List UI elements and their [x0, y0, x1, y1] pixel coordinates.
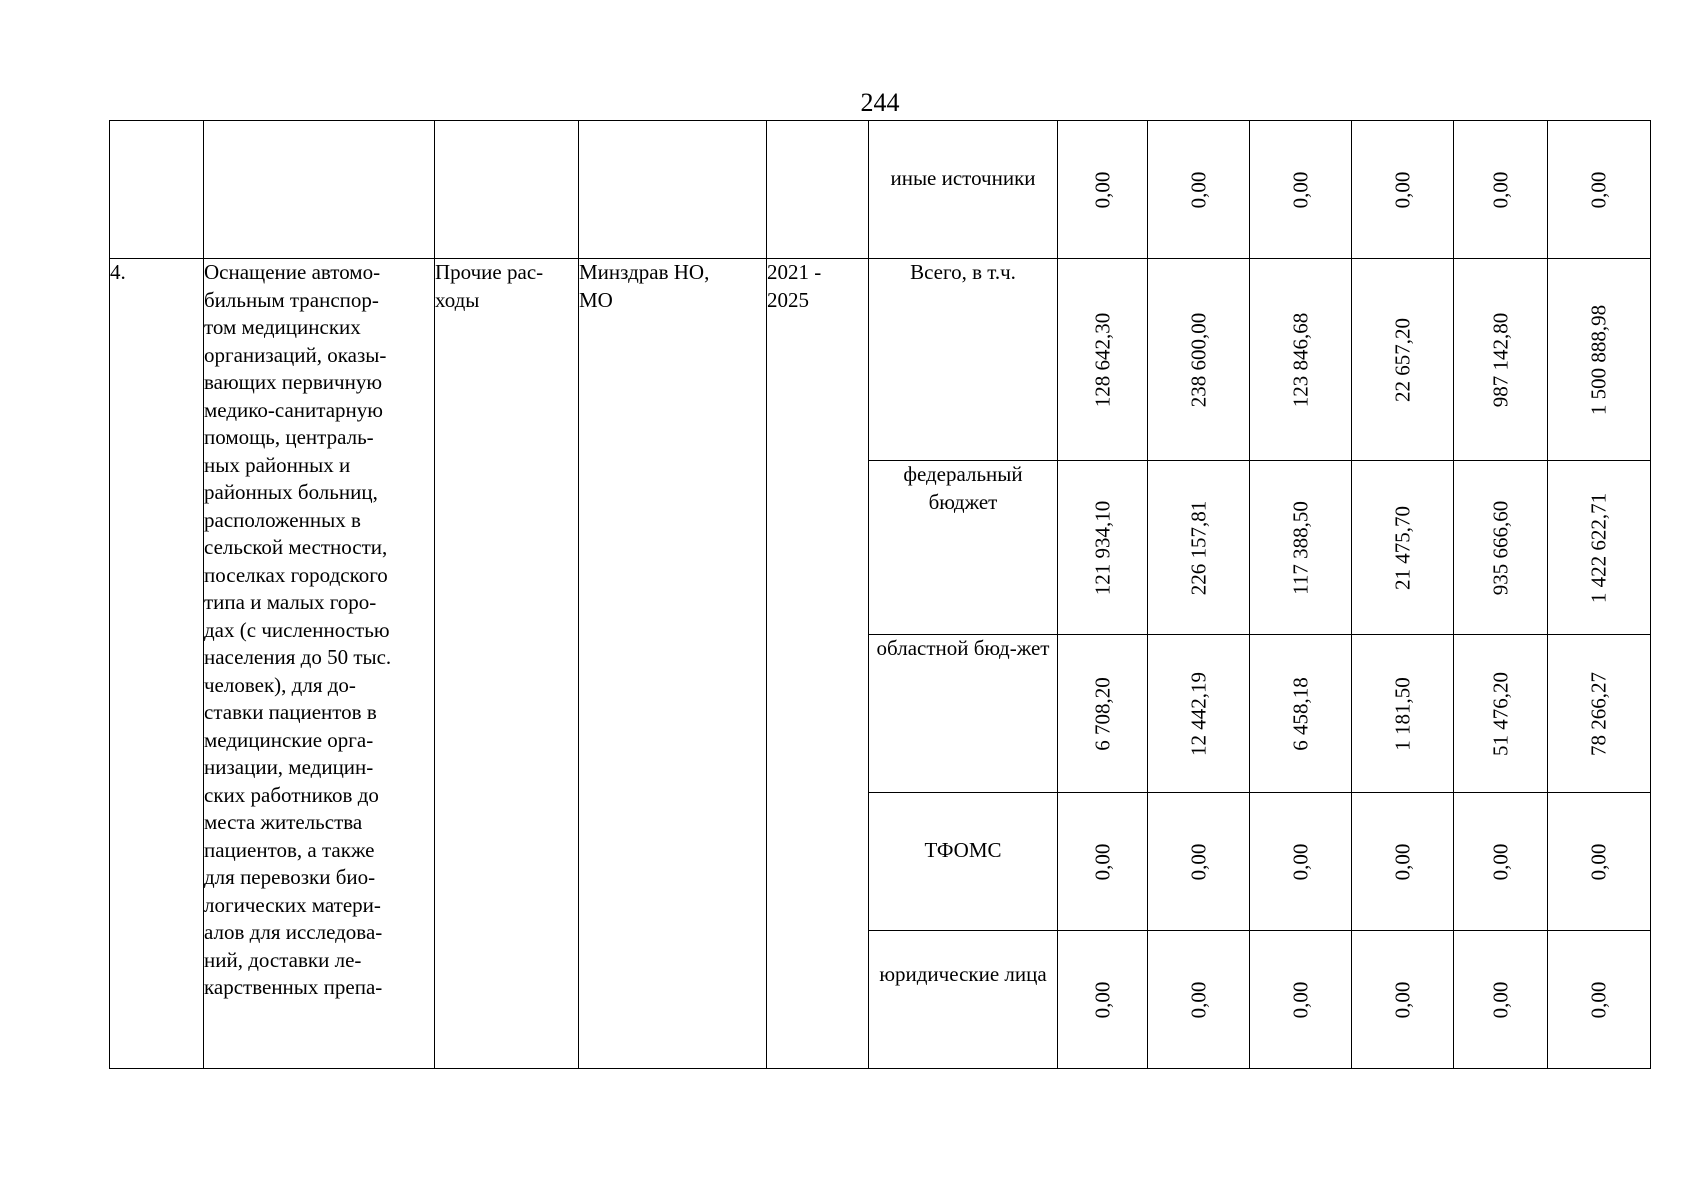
value-cell: 0,00 — [1454, 931, 1548, 1069]
page-number: 244 — [860, 88, 900, 117]
value-cell: 0,00 — [1352, 121, 1454, 259]
value-cell: 0,00 — [1058, 931, 1148, 1069]
empty-cell — [204, 121, 435, 259]
value-cell: 0,00 — [1548, 931, 1651, 1069]
item-description: Оснащение автомо- бильным транспор- том медицинских организаций, оказы- вающих первичную медико-санитарную помощь, централь- ных районных и районных больниц, расположенных в сельской местности, поселках городского типа и малых горо- дах (с численностью населения до 50 тыс. человек), для до- ставки пациентов в медицинские орга- низации, медицин- ских работников до места жительства пациентов, а также для перевозки био- логических матери- алов для исследова- ний, доставки ле- карственных препа- — [204, 259, 435, 1069]
empty-cell — [110, 121, 204, 259]
value-cell: 0,00 — [1250, 931, 1352, 1069]
value-cell: 0,00 — [1250, 121, 1352, 259]
value-cell: 0,00 — [1148, 793, 1250, 931]
value-cell: 226 157,81 — [1148, 461, 1250, 635]
value-cell: 0,00 — [1454, 121, 1548, 259]
value-cell: 6 708,20 — [1058, 635, 1148, 793]
value-cell: 51 476,20 — [1454, 635, 1548, 793]
item-number: 4. — [110, 259, 204, 1069]
value-cell: 238 600,00 — [1148, 259, 1250, 461]
source-cell: областной бюд-жет — [869, 635, 1058, 793]
value-cell: 0,00 — [1250, 793, 1352, 931]
source-cell: Всего, в т.ч. — [869, 259, 1058, 461]
empty-cell — [435, 121, 579, 259]
value-cell: 6 458,18 — [1250, 635, 1352, 793]
period: 2021 - 2025 — [767, 259, 869, 1069]
value-cell: 128 642,30 — [1058, 259, 1148, 461]
value-cell: 1 181,50 — [1352, 635, 1454, 793]
value-cell: 21 475,70 — [1352, 461, 1454, 635]
executor: Минздрав НО, МО — [579, 259, 767, 1069]
value-cell: 0,00 — [1352, 793, 1454, 931]
empty-cell — [767, 121, 869, 259]
value-cell: 0,00 — [1148, 121, 1250, 259]
source-cell: юридические лица — [869, 931, 1058, 1069]
source-cell: ТФОМС — [869, 793, 1058, 931]
value-cell: 121 934,10 — [1058, 461, 1148, 635]
expense-type: Прочие рас- ходы — [435, 259, 579, 1069]
budget-table — [109, 120, 1651, 1069]
value-cell: 0,00 — [1548, 793, 1651, 931]
empty-cell — [579, 121, 767, 259]
value-cell: 123 846,68 — [1250, 259, 1352, 461]
value-cell: 0,00 — [1548, 121, 1651, 259]
value-cell: 0,00 — [1352, 931, 1454, 1069]
value-cell: 0,00 — [1148, 931, 1250, 1069]
source-cell: федеральный бюджет — [869, 461, 1058, 635]
value-cell: 0,00 — [1058, 793, 1148, 931]
value-cell: 0,00 — [1058, 121, 1148, 259]
value-cell: 22 657,20 — [1352, 259, 1454, 461]
source-cell: иные источники — [869, 121, 1058, 259]
value-cell: 117 388,50 — [1250, 461, 1352, 635]
value-cell: 1 422 622,71 — [1548, 461, 1651, 635]
value-cell: 1 500 888,98 — [1548, 259, 1651, 461]
value-cell: 987 142,80 — [1454, 259, 1548, 461]
value-cell: 0,00 — [1454, 793, 1548, 931]
value-cell: 12 442,19 — [1148, 635, 1250, 793]
table-row — [110, 121, 1651, 259]
value-cell: 935 666,60 — [1454, 461, 1548, 635]
value-cell: 78 266,27 — [1548, 635, 1651, 793]
table-row — [110, 259, 1651, 461]
